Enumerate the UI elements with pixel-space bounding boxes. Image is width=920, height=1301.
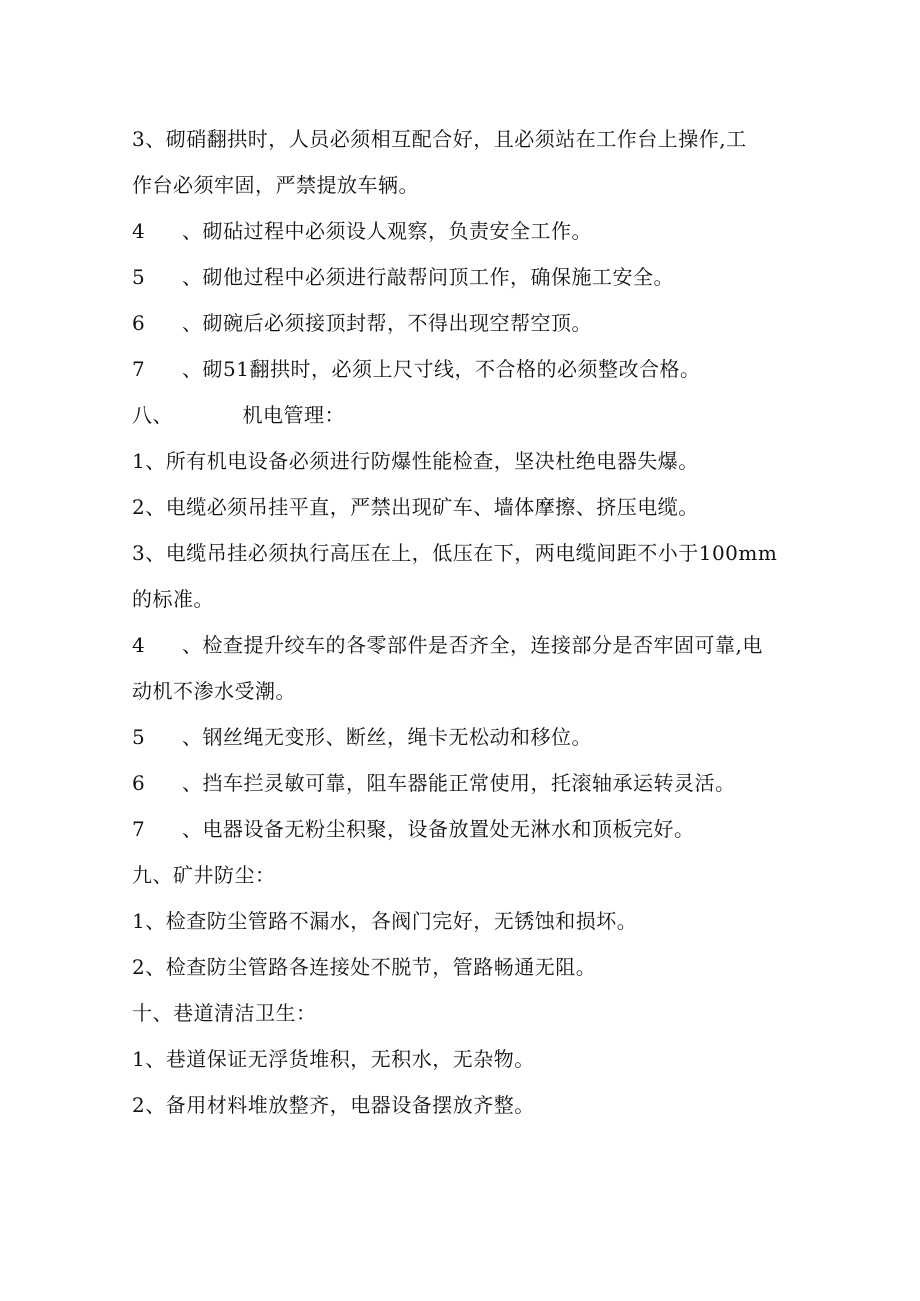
text-line: [132, 806, 792, 852]
text-line: [132, 1036, 792, 1082]
item-text: 动机不渗水受潮。: [132, 679, 296, 703]
item-separator: 、: [152, 863, 173, 887]
text-line: [132, 438, 792, 484]
text-line: [132, 622, 792, 668]
item-text: 检查提升绞车的各零部件是否齐全，连接部分是否牢固可靠,电: [202, 633, 763, 657]
item-text: 砌碗后必须接顶封帮，不得出现空帮空顶。: [202, 311, 592, 335]
item-separator: 、: [182, 265, 203, 289]
item-text: 砌砧过程中必须设人观察，负责安全工作。: [202, 219, 592, 243]
item-number: 3: [132, 127, 146, 151]
item-number: 5: [132, 725, 146, 749]
text-line: [132, 300, 792, 346]
text-line: [132, 898, 792, 944]
item-number: 4: [132, 219, 146, 243]
item-number: 2: [132, 955, 146, 979]
item-text: 备用材料堆放整齐，电器设备摆放齐整。: [165, 1093, 535, 1117]
item-number: 1: [132, 909, 146, 933]
item-separator: 、: [182, 357, 203, 381]
item-text: 砌硝翻拱时，人员必须相互配合好，且必须站在工作台上操作,工: [165, 127, 747, 151]
item-text: 钢丝绳无变形、断丝，绳卡无松动和移位。: [202, 725, 592, 749]
section-title: 巷道清洁卫生：: [173, 1001, 317, 1025]
item-text: 电缆必须吊挂平直，严禁出现矿车、墙体摩擦、挤压电缆。: [165, 495, 699, 519]
item-number: 5: [132, 265, 146, 289]
item-separator: 、: [145, 1047, 166, 1071]
item-number: 2: [132, 1093, 146, 1117]
section-title: 矿井防尘：: [173, 863, 276, 887]
item-separator: 、: [152, 1001, 173, 1025]
section-heading: [132, 990, 792, 1036]
item-number: 6: [132, 771, 146, 795]
document-body: [132, 116, 792, 1128]
item-text: 检查防尘管路各连接处不脱节，管路畅通无阻。: [165, 955, 597, 979]
section-number: 八: [132, 403, 153, 427]
item-text: 砌51翻拱时，必须上尺寸线，不合格的必须整改合格。: [202, 357, 701, 381]
item-separator: 、: [182, 771, 203, 795]
item-text: 的标准。: [132, 587, 214, 611]
item-number: 7: [132, 357, 146, 381]
item-number: 3: [132, 541, 146, 565]
item-separator: 、: [145, 495, 166, 519]
item-separator: 、: [182, 219, 203, 243]
item-text: 挡车拦灵敏可靠，阻车器能正常使用，托滚轴承运转灵活。: [202, 771, 736, 795]
item-separator: 、: [145, 541, 166, 565]
item-separator: 、: [145, 127, 166, 151]
item-text: 巷道保证无浮货堆积，无积水，无杂物。: [165, 1047, 535, 1071]
item-text: 所有机电设备必须进行防爆性能检查，坚决杜绝电器失爆。: [165, 449, 699, 473]
item-separator: 、: [182, 633, 203, 657]
text-line: [132, 576, 792, 622]
text-line: [132, 714, 792, 760]
text-line: [132, 760, 792, 806]
item-number: 1: [132, 449, 146, 473]
text-line: [132, 668, 792, 714]
item-number: 6: [132, 311, 146, 335]
text-line: [132, 254, 792, 300]
text-line: [132, 162, 792, 208]
item-text: 检查防尘管路不漏水，各阀门完好，无锈蚀和损坏。: [165, 909, 638, 933]
text-line: [132, 116, 792, 162]
text-line: [132, 208, 792, 254]
item-separator: 、: [145, 1093, 166, 1117]
item-separator: 、: [182, 725, 203, 749]
item-text: 电缆吊挂必须执行高压在上，低压在下，两电缆间距不小于100mm: [165, 541, 778, 565]
item-separator: 、: [145, 449, 166, 473]
item-separator: 、: [182, 311, 203, 335]
section-number: 十: [132, 1001, 153, 1025]
section-title: 机电管理：: [242, 403, 345, 427]
item-number: 7: [132, 817, 146, 841]
text-line: [132, 346, 792, 392]
item-separator: 、: [145, 955, 166, 979]
text-line: [132, 530, 792, 576]
section-heading: [132, 392, 792, 438]
item-separator: 、: [182, 817, 203, 841]
item-text: 砌他过程中必须进行敲帮问顶工作，确保施工安全。: [202, 265, 674, 289]
item-separator: 、: [145, 909, 166, 933]
section-number: 九: [132, 863, 153, 887]
item-text: 电器设备无粉尘积聚，设备放置处无淋水和顶板完好。: [202, 817, 695, 841]
item-number: 1: [132, 1047, 146, 1071]
item-number: 2: [132, 495, 146, 519]
text-line: [132, 1082, 792, 1128]
item-separator: 、: [152, 403, 173, 427]
section-heading: [132, 852, 792, 898]
item-number: 4: [132, 633, 146, 657]
text-line: [132, 484, 792, 530]
text-line: [132, 944, 792, 990]
item-text: 作台必须牢固，严禁提放车辆。: [132, 173, 419, 197]
